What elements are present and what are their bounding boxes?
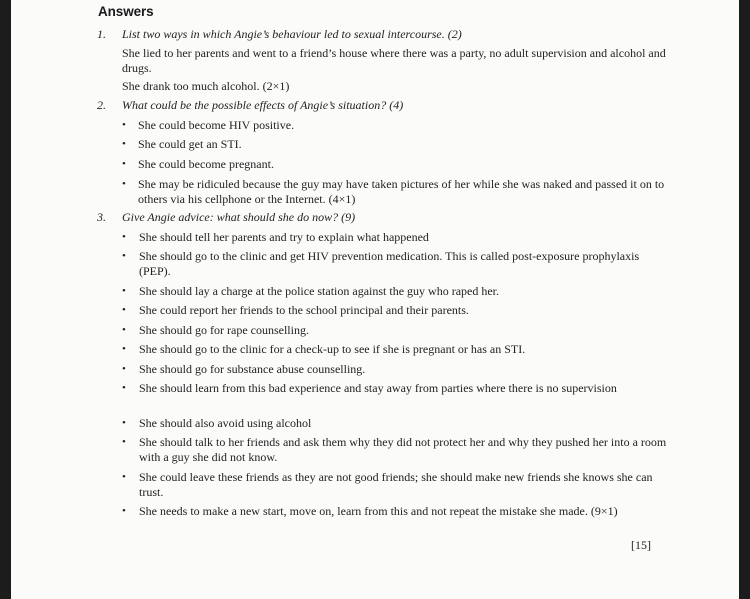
- q1-answer-2: She drank too much alcohol. (2×1): [122, 79, 290, 93]
- bullet-icon: •: [122, 382, 126, 394]
- q3-bullet: • She should go to the clinic and get HIV prevention medication. This is called post-exposure prophylaxis (PEP).: [122, 249, 640, 278]
- bullet-icon: •: [122, 250, 126, 262]
- bullet-icon: •: [122, 178, 126, 190]
- bullet-icon: •: [122, 158, 126, 170]
- q3-bullet: • She should lay a charge at the police station against the guy who raped her.: [122, 284, 500, 298]
- bullet-icon: •: [122, 471, 126, 483]
- question-3: [97, 210, 355, 225]
- q2-bullet: • She may be ridiculed because the guy may have taken pictures of her while she was naked and passed it on to others via his cellphone or the Internet. (4×1): [122, 177, 665, 206]
- q2-bullet: • She could become HIV positive.: [122, 118, 295, 132]
- q3-bullet: • She could leave these friends as they are not good friends; she should make new friends she knows she can trust.: [122, 470, 653, 499]
- q3-bullet: • She should go for rape counselling.: [122, 323, 309, 337]
- question-1: [97, 27, 462, 42]
- bullet-icon: •: [122, 285, 126, 297]
- question-text: List two ways in which Angie’s behaviour led to sexual intercourse. (2): [122, 27, 462, 41]
- question-text: What could be the possible effects of Angie’s situation? (4): [122, 98, 404, 112]
- question-number: 1.: [97, 27, 106, 41]
- q3-bullet: • She should learn from this bad experience and stay away from parties where there is no supervision: [122, 381, 617, 395]
- bullet-icon: •: [122, 505, 126, 517]
- answers-heading: Answers: [98, 4, 154, 19]
- q3-bullet: • She needs to make a new start, move on, learn from this and not repeat the mistake she made. (9×1): [122, 504, 618, 518]
- total-marks: [15]: [631, 538, 651, 552]
- bullet-icon: •: [122, 363, 126, 375]
- q3-bullet: • She should talk to her friends and ask them why they did not protect her and why they pushed her into a room with a guy she did not know.: [122, 435, 667, 464]
- q3-bullet: • She could report her friends to the school principal and their parents.: [122, 303, 469, 317]
- question-text: Give Angie advice: what should she do now? (9): [122, 210, 356, 224]
- q3-bullet: • She should go to the clinic for a check-up to see if she is pregnant or has an STI.: [122, 342, 526, 356]
- q2-bullet: • She could become pregnant.: [122, 157, 274, 171]
- q3-bullet: • She should go for substance abuse counselling.: [122, 362, 366, 376]
- bullet-icon: •: [122, 417, 126, 429]
- bullet-icon: •: [122, 324, 126, 336]
- q2-bullet: • She could get an STI.: [122, 137, 242, 151]
- bullet-icon: •: [122, 119, 126, 131]
- document-page: [11, 0, 739, 599]
- q1-answer-1: She lied to her parents and went to a friend’s house where there was a party, no adult supervision and alcohol and drugs.: [122, 46, 666, 75]
- q3-bullet: • She should tell her parents and try to explain what happened: [122, 230, 429, 244]
- bullet-icon: •: [122, 231, 126, 243]
- bullet-icon: •: [122, 343, 126, 355]
- bullet-icon: •: [122, 436, 126, 448]
- q3-bullet: • She should also avoid using alcohol: [122, 416, 312, 430]
- bullet-icon: •: [122, 138, 126, 150]
- question-number: 3.: [97, 210, 106, 224]
- bullet-icon: •: [122, 304, 126, 316]
- question-number: 2.: [97, 98, 106, 112]
- question-2: [97, 98, 403, 113]
